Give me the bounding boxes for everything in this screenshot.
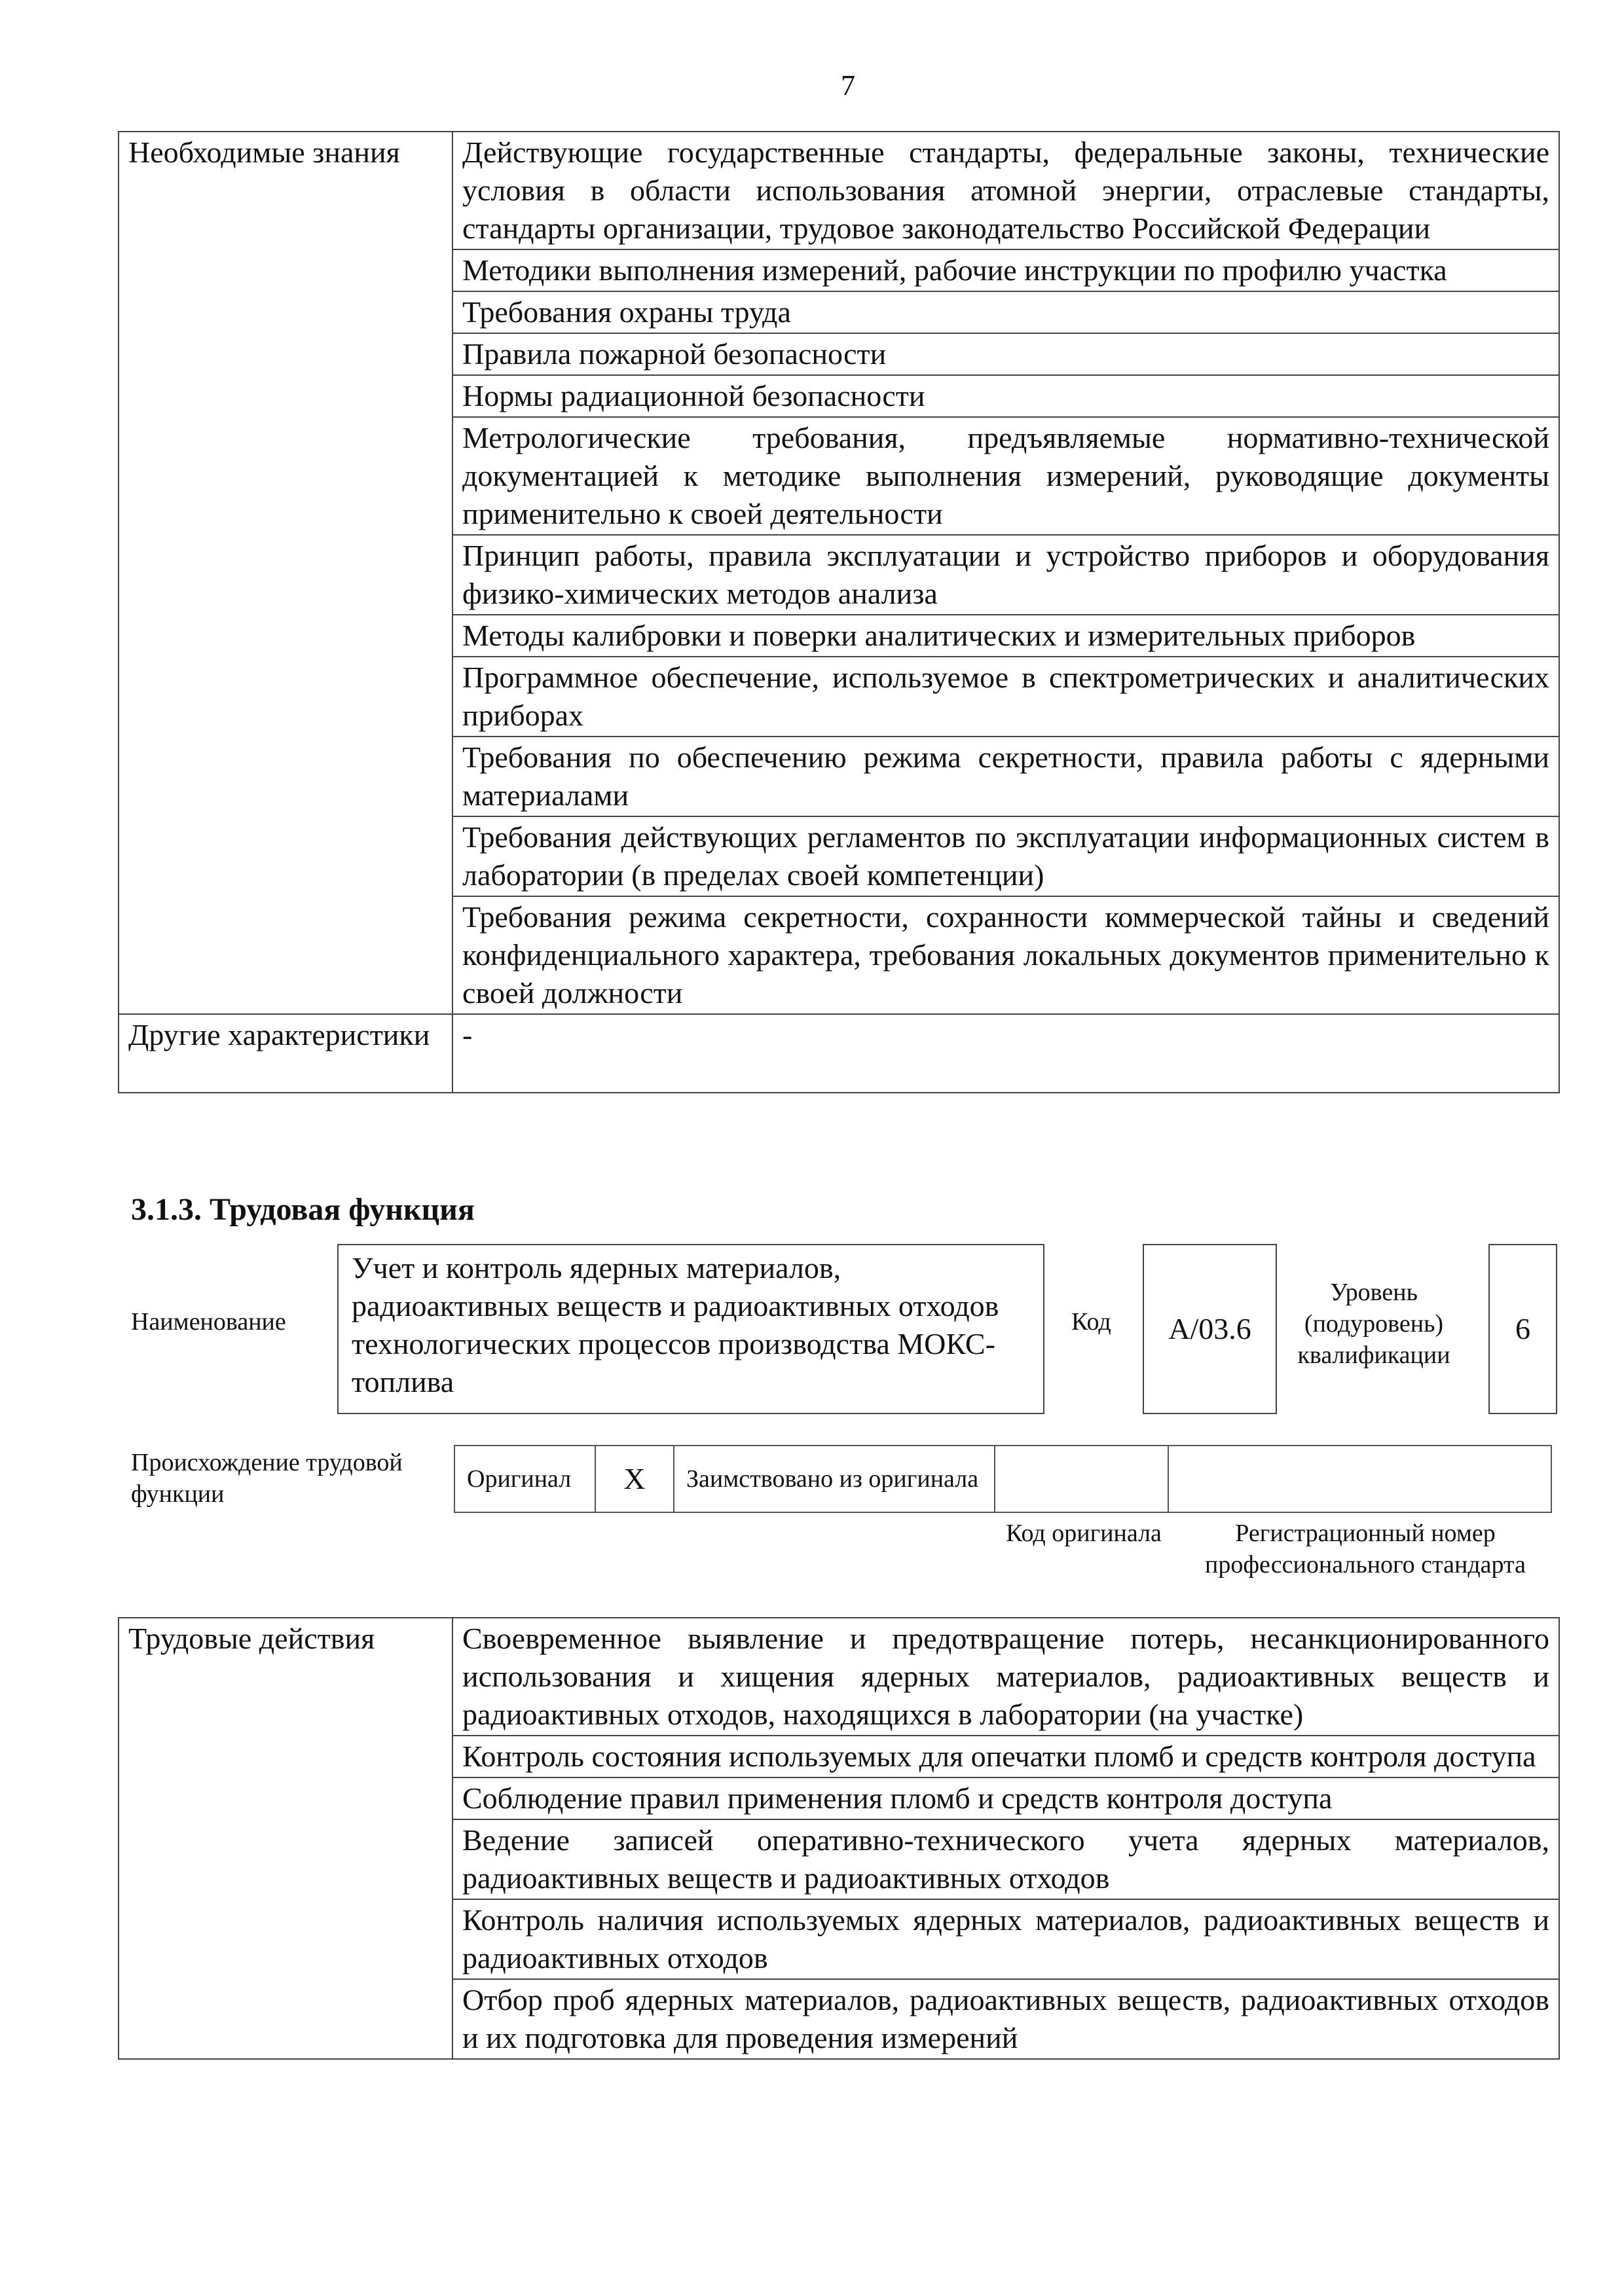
table-row <box>119 1618 1559 1736</box>
table-cell: Правила пожарной безопасности <box>452 333 1559 375</box>
table-cell: Отбор проб ядерных материалов, радиоактивных веществ, радиоактивных отходов и их подготовка для проведения измерений <box>452 1979 1559 2059</box>
code-label: Код <box>1071 1308 1111 1336</box>
table-row <box>119 132 1559 249</box>
table-cell: Соблюдение правил применения пломб и средств контроля доступа <box>452 1777 1559 1819</box>
section-heading: 3.1.3. Трудовая функция <box>131 1192 475 1227</box>
table-cell: Контроль состояния используемых для опечатки пломб и средств контроля доступа <box>452 1736 1559 1777</box>
row-label-other: Другие характеристики <box>119 1014 452 1093</box>
table-cell: Принцип работы, правила эксплуатации и устройство приборов и оборудования физико-химических методов анализа <box>452 535 1559 615</box>
table-cell: - <box>452 1014 1559 1093</box>
knowledge-table <box>118 131 1560 1093</box>
table-cell: Требования режима секретности, сохранности коммерческой тайны и сведений конфиденциального характера, требования локальных документов применительно к своей должности <box>452 896 1559 1014</box>
table-cell: Программное обеспечение, используемое в спектрометрических и аналитических приборах <box>452 657 1559 737</box>
origin-code-cell <box>995 1446 1168 1512</box>
table-cell: Требования охраны труда <box>452 291 1559 333</box>
row-label-actions: Трудовые действия <box>119 1618 452 2059</box>
borrowed-label: Заимствовано из оригинала <box>674 1446 995 1512</box>
table-cell: Своевременное выявление и предотвращение потерь, несанкционированного использования и хищения ядерных материалов, радиоактивных веществ и радиоактивных отходов, находящихся в лаборатории (на участке) <box>452 1618 1559 1736</box>
origin-label: Происхождение трудовой функции <box>131 1449 403 1508</box>
reg-caption: Регистрационный номер профессионального стандарта <box>1205 1520 1526 1578</box>
code-caption: Код оригинала <box>1006 1520 1162 1547</box>
table-cell: Действующие государственные стандарты, федеральные законы, технические условия в области использования атомной энергии, отраслевые стандарты, стандарты организации, трудовое законодательство Российской Федерации <box>452 132 1559 249</box>
table-cell: Нормы радиационной безопасности <box>452 375 1559 417</box>
table-cell: Методики выполнения измерений, рабочие инструкции по профилю участка <box>452 249 1559 291</box>
table-cell: Методы калибровки и поверки аналитических и измерительных приборов <box>452 615 1559 657</box>
origin-reg-cell <box>1168 1446 1551 1512</box>
table-row <box>119 1014 1559 1093</box>
original-mark: X <box>595 1446 674 1512</box>
actions-table <box>118 1617 1560 2060</box>
table-cell: Требования по обеспечению режима секретности, правила работы с ядерными материалами <box>452 737 1559 816</box>
table-cell: Контроль наличия используемых ядерных материалов, радиоактивных веществ и радиоактивных отходов <box>452 1899 1559 1979</box>
table-cell: Ведение записей оперативно-технического учета ядерных материалов, радиоактивных веществ и радиоактивных отходов <box>452 1819 1559 1899</box>
page-number: 7 <box>841 69 855 101</box>
table-cell: Требования действующих регламентов по эксплуатации информационных систем в лаборатории (в пределах своей компетенции) <box>452 816 1559 896</box>
code-value: А/03.6 <box>1143 1244 1277 1414</box>
row-label-knowledge: Необходимые знания <box>119 132 452 1014</box>
origin-table <box>454 1445 1552 1513</box>
table-cell: Метрологические требования, предъявляемые нормативно-технической документацией к методике выполнения измерений, руководящие документы применительно к своей деятельности <box>452 417 1559 535</box>
original-label: Оригинал <box>454 1446 595 1512</box>
table-row <box>454 1446 1551 1512</box>
name-label: Наименование <box>131 1308 286 1336</box>
name-value: Учет и контроль ядерных материалов, радиоактивных веществ и радиоактивных отходов технологических процессов производства МОКС-топлива <box>337 1244 1044 1414</box>
level-label: Уровень (подуровень) квалификации <box>1297 1279 1450 1369</box>
level-value: 6 <box>1488 1244 1557 1414</box>
